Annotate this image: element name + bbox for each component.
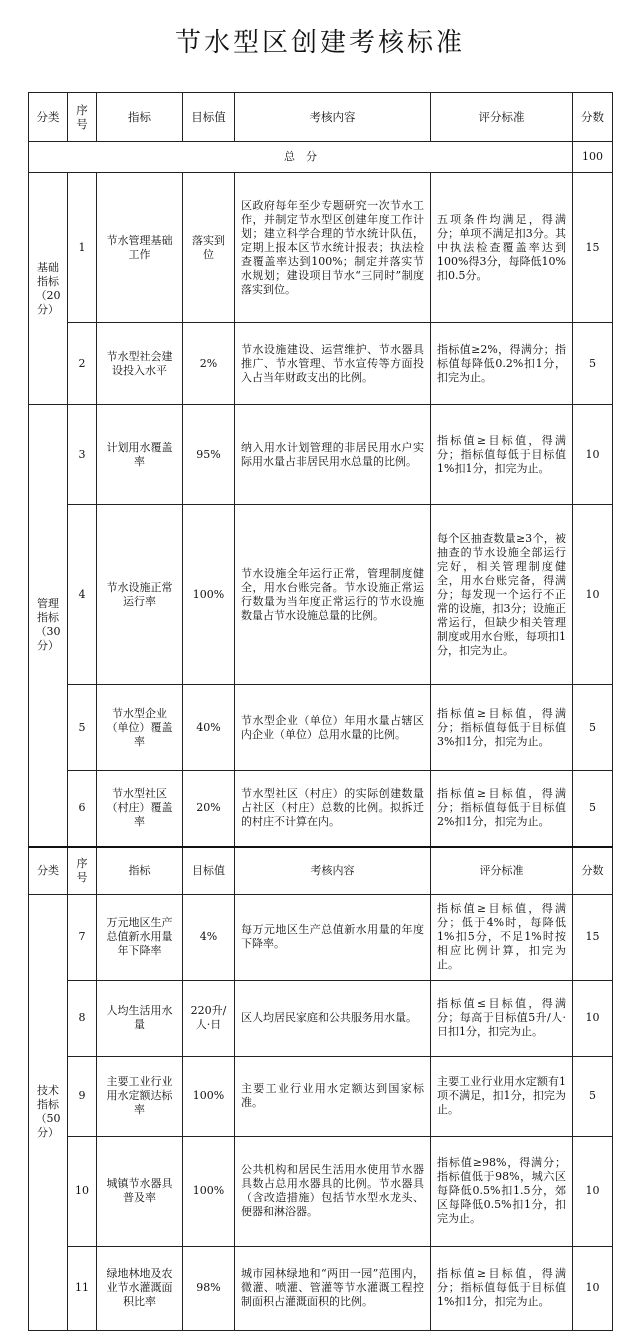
row-score: 5 <box>573 685 613 771</box>
table-row <box>29 323 613 405</box>
row-content: 主要工业行业用水定额达到国家标准。 <box>235 1056 431 1136</box>
category-cell: 管理指标（30分） <box>29 405 68 847</box>
row-content: 公共机构和居民生活用水使用节水器具数占总用水器具的比例。节水器具（含改造措施）包括节水型水龙头、便器和淋浴器。 <box>235 1136 431 1246</box>
row-scoring: 指标值≥目标值，得满分；指标值每低于目标值1%扣1分，扣完为止。 <box>431 1246 573 1330</box>
row-target: 落实到位 <box>183 173 235 323</box>
header-content: 考核内容 <box>235 847 431 895</box>
row-content: 城市园林绿地和“两田一园”范围内，微灌、喷灌、管灌等节水灌溉工程控制面积占灌溉面积的比例。 <box>235 1246 431 1330</box>
table-row <box>29 894 613 980</box>
row-scoring: 指标值≥目标值，得满分；指标值每低于目标值3%扣1分，扣完为止。 <box>431 685 573 771</box>
row-indicator: 人均生活用水量 <box>97 980 183 1056</box>
row-content: 每万元地区生产总值新水用量的年度下降率。 <box>235 894 431 980</box>
row-target: 95% <box>183 405 235 505</box>
category-cell: 技术指标（50分） <box>29 894 68 1330</box>
table-row <box>29 771 613 847</box>
row-indicator: 节水型社会建设投入水平 <box>97 323 183 405</box>
row-seq: 9 <box>68 1056 97 1136</box>
row-scoring: 指标值≥目标值，得满分；指标值每低于目标值2%扣1分，扣完为止。 <box>431 771 573 847</box>
row-scoring: 主要工业行业用水定额有1项不满足，扣1分，扣完为止。 <box>431 1056 573 1136</box>
row-content: 节水设施全年运行正常，管理制度健全，用水台账完备。节水设施正常运行数量为当年度正常运行的节水设施数量占节水设施总量的比例。 <box>235 505 431 685</box>
row-seq: 7 <box>68 894 97 980</box>
row-scoring: 指标值≥目标值，得满分；低于4%时，每降低1%扣5分，不足1%时按相应比例计算，扣完为止。 <box>431 894 573 980</box>
row-indicator: 节水管理基础工作 <box>97 173 183 323</box>
header-seq: 序号 <box>68 847 97 895</box>
row-target: 220升/人·日 <box>183 980 235 1056</box>
header-target: 目标值 <box>183 93 235 142</box>
row-score: 15 <box>573 894 613 980</box>
row-target: 100% <box>183 505 235 685</box>
total-label: 总 分 <box>29 142 573 173</box>
table-row <box>29 1136 613 1246</box>
row-score: 5 <box>573 323 613 405</box>
table-row <box>29 173 613 323</box>
header-category: 分类 <box>29 93 68 142</box>
table-row <box>29 685 613 771</box>
row-scoring: 指标值≥98%，得满分；指标值低于98%，城六区每降低0.5%扣1.5分，郊区每降低0.5%扣1分，扣完为止。 <box>431 1136 573 1246</box>
header-category: 分类 <box>29 847 68 895</box>
header-score: 分数 <box>573 847 613 895</box>
table-row <box>29 980 613 1056</box>
row-score: 10 <box>573 505 613 685</box>
row-content: 节水型社区（村庄）的实际创建数量占社区（村庄）总数的比例。拟拆迁的村庄不计算在内。 <box>235 771 431 847</box>
row-target: 98% <box>183 1246 235 1330</box>
table-header-row-repeat <box>29 847 613 895</box>
row-indicator: 节水型企业（单位）覆盖率 <box>97 685 183 771</box>
row-content: 区政府每年至少专题研究一次节水工作，并制定节水型区创建年度工作计划；建立科学合理的节水统计队伍，定期上报本区节水统计报表；执法检查覆盖率达到100%；制定并落实节水规划；建设项目节水“三同时”制度落实到位。 <box>235 173 431 323</box>
row-score: 10 <box>573 980 613 1056</box>
row-scoring: 指标值≤目标值，得满分；每高于目标值5升/人·日扣1分，扣完为止。 <box>431 980 573 1056</box>
row-scoring: 指标值≥目标值，得满分；指标值每低于目标值1%扣1分，扣完为止。 <box>431 405 573 505</box>
total-score: 100 <box>573 142 613 173</box>
row-score: 5 <box>573 771 613 847</box>
row-seq: 6 <box>68 771 97 847</box>
row-seq: 2 <box>68 323 97 405</box>
row-score: 10 <box>573 1246 613 1330</box>
row-target: 100% <box>183 1136 235 1246</box>
document-title: 节水型区创建考核标准 <box>174 28 465 58</box>
header-score: 分数 <box>573 93 613 142</box>
row-target: 40% <box>183 685 235 771</box>
row-target: 20% <box>183 771 235 847</box>
row-scoring: 指标值≥2%，得满分；指标值每降低0.2%扣1分，扣完为止。 <box>431 323 573 405</box>
row-score: 5 <box>573 1056 613 1136</box>
row-seq: 10 <box>68 1136 97 1246</box>
header-indicator: 指标 <box>97 93 183 142</box>
assessment-table <box>28 92 613 1331</box>
header-seq: 序号 <box>68 93 97 142</box>
header-scoring: 评分标准 <box>431 847 573 895</box>
row-seq: 11 <box>68 1246 97 1330</box>
row-indicator: 节水型社区（村庄）覆盖率 <box>97 771 183 847</box>
row-indicator: 万元地区生产总值新水用量年下降率 <box>97 894 183 980</box>
table-row <box>29 1246 613 1330</box>
row-target: 4% <box>183 894 235 980</box>
table-row <box>29 505 613 685</box>
total-row <box>29 142 613 173</box>
row-indicator: 节水设施正常运行率 <box>97 505 183 685</box>
row-seq: 1 <box>68 173 97 323</box>
table-header-row <box>29 93 613 142</box>
header-target: 目标值 <box>183 847 235 895</box>
header-scoring: 评分标准 <box>431 93 573 142</box>
row-target: 100% <box>183 1056 235 1136</box>
row-score: 10 <box>573 1136 613 1246</box>
row-content: 节水设施建设、运营维护、节水器具推广、节水管理、节水宣传等方面投入占当年财政支出的比例。 <box>235 323 431 405</box>
header-indicator: 指标 <box>97 847 183 895</box>
row-score: 10 <box>573 405 613 505</box>
row-score: 15 <box>573 173 613 323</box>
table-row <box>29 1056 613 1136</box>
header-content: 考核内容 <box>235 93 431 142</box>
row-scoring: 每个区抽查数量≥3个，被抽查的节水设施全部运行完好，相关管理制度健全，用水台账完备，得满分；每发现一个运行不正常的设施，扣3分；设施正常运行，但缺少相关管理制度或用水台账，每项扣1分，扣完为止。 <box>431 505 573 685</box>
row-seq: 8 <box>68 980 97 1056</box>
row-seq: 4 <box>68 505 97 685</box>
row-seq: 5 <box>68 685 97 771</box>
row-seq: 3 <box>68 405 97 505</box>
row-content: 节水型企业（单位）年用水量占辖区内企业（单位）总用水量的比例。 <box>235 685 431 771</box>
row-scoring: 五项条件均满足，得满分；单项不满足扣3分。其中执法检查覆盖率达到100%得3分，每降低10%扣0.5分。 <box>431 173 573 323</box>
row-indicator: 主要工业行业用水定额达标率 <box>97 1056 183 1136</box>
row-indicator: 绿地林地及农业节水灌溉面积比率 <box>97 1246 183 1330</box>
row-target: 2% <box>183 323 235 405</box>
category-cell: 基础指标（20分） <box>29 173 68 405</box>
row-content: 区人均居民家庭和公共服务用水量。 <box>235 980 431 1056</box>
row-indicator: 城镇节水器具普及率 <box>97 1136 183 1246</box>
row-content: 纳入用水计划管理的非居民用水户实际用水量占非居民用水总量的比例。 <box>235 405 431 505</box>
table-row <box>29 405 613 505</box>
row-indicator: 计划用水覆盖率 <box>97 405 183 505</box>
